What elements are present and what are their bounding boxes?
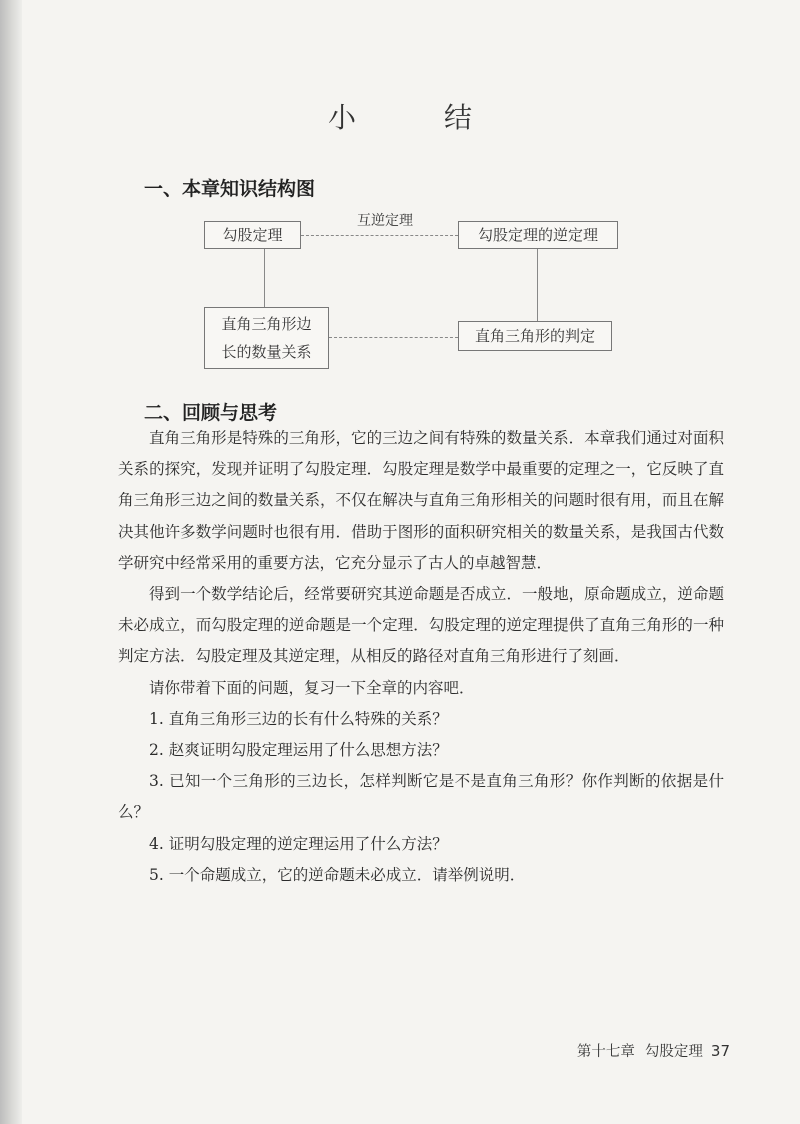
converse-to-test-line: [537, 249, 538, 321]
node-pythagorean-converse: 勾股定理的逆定理: [458, 221, 618, 249]
question-item: 4. 证明勾股定理的逆定理运用了什么方法？: [149, 834, 448, 853]
question-item: 3. 已知一个三角形的三边长，怎样判断它是不是直角三角形？你作判断的依据是什么？: [118, 772, 724, 822]
page-title: 小 结: [327, 101, 502, 134]
section-heading-review: 二、回顾与思考: [144, 402, 278, 424]
node-side-length-relation: [204, 307, 329, 369]
question-item: 5. 一个命题成立，它的逆命题未必成立．请举例说明．: [149, 865, 526, 884]
relation-to-test-connector: [329, 337, 458, 338]
paragraph: 直角三角形是特殊的三角形，它的三边之间有特殊的数量关系．本章我们通过对面积关系的探究，发现并证明了勾股定理．勾股定理是数学中最重要的定理之一，它反映了直角三角形三边之间的数量关系，不仅在解决与直角三角形相关的问题时很有用，而且在解决其他许多数学问题时也很有用．借助于图形的面积研究相关的数量关系，是我国古代数学研究中经常采用的重要方法，它充分显示了古人的卓越智慧．: [118, 429, 724, 572]
paragraph: 请你带着下面的问题，复习一下全章的内容吧．: [149, 678, 475, 697]
knowledge-structure-diagram: [0, 0, 800, 400]
section-heading-structure-map: 一、本章知识结构图: [144, 178, 316, 200]
question-item: 2. 赵爽证明勾股定理运用了什么思想方法？: [149, 741, 448, 760]
node-pythagorean-theorem: 勾股定理: [204, 221, 301, 249]
footer-chapter: 第十七章: [576, 1044, 635, 1060]
inverse-theorem-connector: [301, 235, 458, 236]
footer-chapter-title: 勾股定理: [644, 1044, 703, 1060]
page-number: 37: [710, 1042, 730, 1060]
node-side-length-relation-line1: 直角三角形边: [221, 315, 312, 333]
inverse-theorem-label: 互逆定理: [357, 213, 413, 229]
question-item: 1. 直角三角形三边的长有什么特殊的关系？: [149, 709, 448, 728]
pythagorean-to-relation-line: [264, 249, 265, 307]
node-right-triangle-test: 直角三角形的判定: [458, 321, 612, 351]
review-body: [118, 423, 724, 891]
paragraph: 得到一个数学结论后，经常要研究其逆命题是否成立．一般地，原命题成立，逆命题未必成立，而勾股定理的逆命题是一个定理．勾股定理的逆定理提供了直角三角形的一种判定方法．勾股定理及其逆定理，从相反的路径对直角三角形进行了刻画．: [118, 585, 724, 666]
page-footer: [540, 1040, 730, 1061]
node-side-length-relation-line2: 长的数量关系: [221, 343, 312, 361]
